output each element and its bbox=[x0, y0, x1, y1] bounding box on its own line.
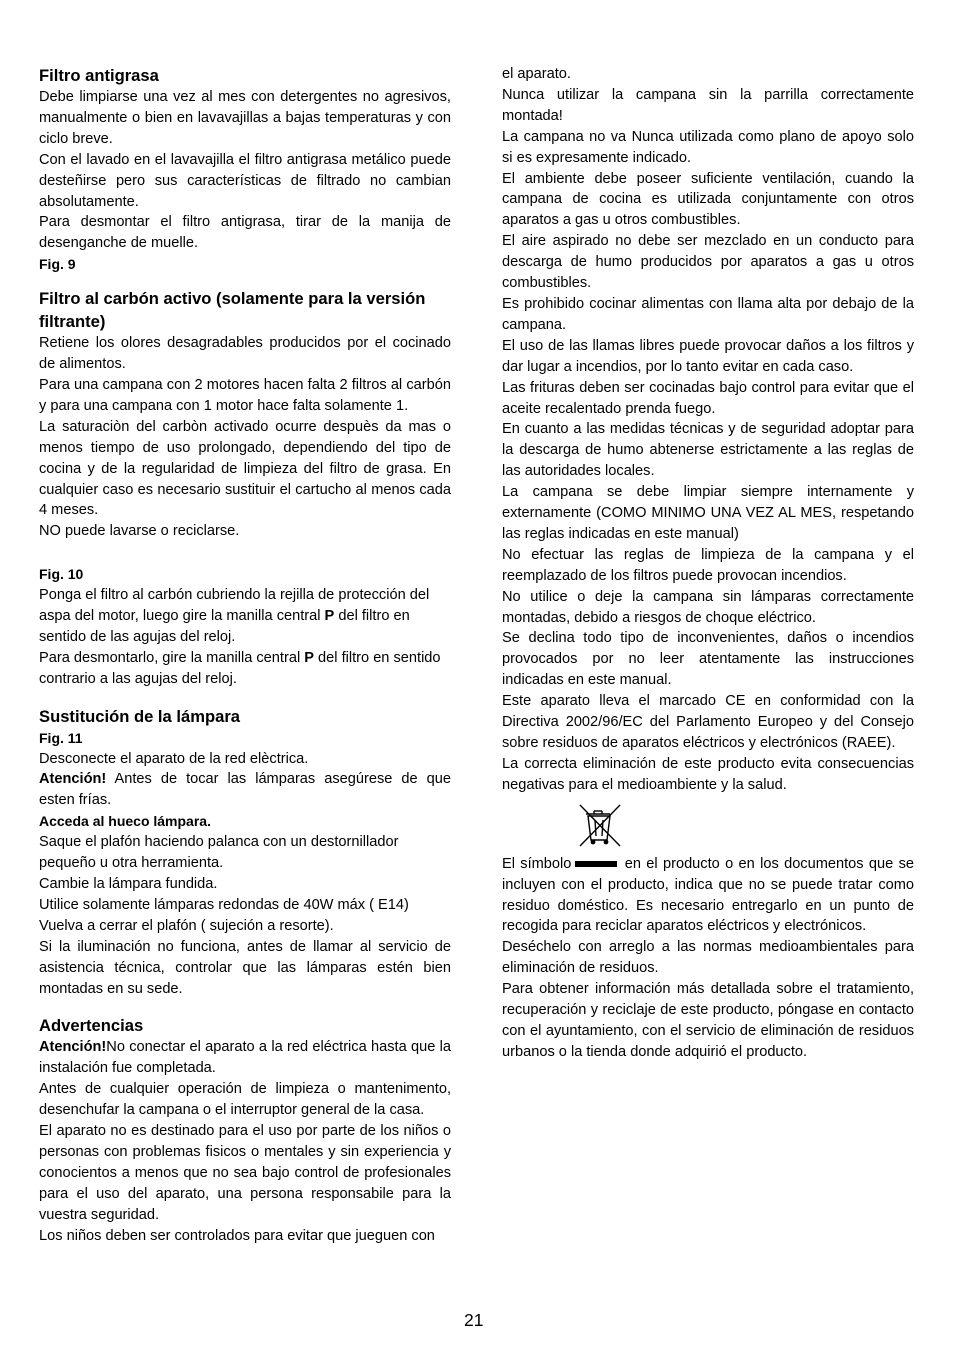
figure-reference: Fig. 10 bbox=[39, 566, 84, 583]
paragraph: No efectuar las reglas de limpieza de la campana y el reemplazado de los filtros puede provocan incendios. bbox=[502, 546, 914, 584]
right-column bbox=[502, 64, 914, 1063]
paragraph: Vuelva a cerrar el plafón ( sujeción a resorte). bbox=[39, 917, 334, 934]
paragraph: Este aparato lleva el marcado CE en conformidad con la Directiva 2002/96/EC del Parlamento Europeo y del Consejo sobre residuos de aparatos eléctricos y electrónicos (RAEE). bbox=[502, 693, 914, 751]
left-column bbox=[39, 64, 451, 1247]
paragraph: el aparato. bbox=[502, 66, 571, 82]
paragraph: Atención!No conectar el aparato a la red eléctrica hasta que la instalación fue completada. bbox=[39, 1039, 451, 1077]
paragraph: Retiene los olores desagradables producidos por el cocinado de alimentos. bbox=[39, 335, 451, 373]
paragraph: Atención! Antes de tocar las lámparas asegúrese de que esten frías. bbox=[39, 771, 451, 809]
paragraph: Utilice solamente lámparas redondas de 40W máx ( E14) bbox=[39, 896, 409, 913]
paragraph: Los niños deben ser controlados para evitar que jueguen con bbox=[39, 1227, 435, 1244]
paragraph: El ambiente debe poseer suficiente ventilación, cuando la campana de cocina es utilizada conjuntamente con otros aparatos a gas u otros combustibles. bbox=[502, 170, 914, 229]
paragraph: Es prohibido cocinar alimentas con llama alta por debajo de la campana. bbox=[502, 295, 914, 333]
paragraph: Para desmontar el filtro antigrasa, tirar de la manija de desenganche de muelle. bbox=[39, 214, 451, 252]
paragraph: Nunca utilizar la campana sin la parrilla correctamente montada! bbox=[502, 86, 914, 124]
paragraph: La saturaciòn del carbòn activado ocurre despuès da mas o menos tiempo de uso prolongado, dependiendo del tipo de cocina y de la regularidad de limpieza del filtro de grasa. En cualquier caso es necesario sustituir el cartucho al menos cada 4 meses. bbox=[39, 418, 451, 519]
figure-reference: Fig. 11 bbox=[39, 729, 83, 746]
paragraph: El aparato no es destinado para el uso por parte de los niños o personas con problemas fisicos o mentales y sin experiencia y conocientos a menos que no sea bajo control de profesionales para el uso del aparato, una persona responsabile para la vuestra seguridad. bbox=[39, 1123, 451, 1223]
paragraph: Para una campana con 2 motores hacen falta 2 filtros al carbón y para una campana con 1 motor hace falta solamente 1. bbox=[39, 376, 451, 414]
paragraph: Se declina todo tipo de inconvenientes, daños o incendios provocados por no leer atentamente las instrucciones indicadas en este manual. bbox=[502, 630, 914, 689]
black-bar-icon bbox=[575, 861, 617, 867]
crossed-out-wheelie-bin-icon bbox=[576, 802, 624, 848]
paragraph: Las frituras deben ser cocinadas bajo control para evitar que el aceite recalentado prenda fuego. bbox=[502, 379, 914, 417]
paragraph: Para obtener información más detallada sobre el tratamiento, recuperación y reciclaje de este producto, póngase en contacto con el ayuntamiento, con el servicio de eliminación de residuos urbanos o la tienda donde adquirió el producto. bbox=[502, 981, 914, 1060]
paragraph: Debe limpiarse una vez al mes con detergentes no agresivos, manualmente o bien en lavavajillas a bajas temperaturas y con ciclo breve. bbox=[39, 89, 451, 147]
section-title-carbon: Filtro al carbón activo (solamente para la versión filtrante) bbox=[39, 289, 426, 332]
paragraph: La campana se debe limpiar siempre internamente y externamente (COMO MINIMO UNA VEZ AL MES, respetando las reglas indicadas en este manual) bbox=[502, 484, 914, 542]
page-number: 21 bbox=[464, 1310, 484, 1330]
paragraph: Para desmontarlo, gire la manilla central P del filtro en sentido contrario a las agujas del reloj. bbox=[39, 649, 441, 687]
paragraph: El aire aspirado no debe ser mezclado en un conducto para descarga de humo producidos por aparatos a gas u otros combustibles. bbox=[502, 233, 914, 292]
paragraph: Desconecte el aparato de la red elèctrica. bbox=[39, 750, 309, 767]
section-title-antigrasa: Filtro antigrasa bbox=[39, 66, 159, 85]
paragraph: Con el lavado en el lavavajilla el filtro antigrasa metálico puede desteñirse pero sus características de filtrado no cambian absolutamente. bbox=[39, 151, 451, 210]
paragraph: El uso de las llamas libres puede provocar daños a los filtros y dar lugar a incendios, por lo tanto evitar en cada caso. bbox=[502, 337, 914, 375]
paragraph: La correcta eliminación de este producto evita consecuencias negativas para el medioambiente y la salud. bbox=[502, 755, 914, 793]
paragraph: En cuanto a las medidas técnicas y de seguridad adoptar para la descarga de humo abtenerse estrictamente a las reglas de las autoridades locales. bbox=[502, 421, 914, 480]
paragraph: Ponga el filtro al carbón cubriendo la rejilla de protección del aspa del motor, luego gire la manilla central P del filtro en sentido de las agujas del reloj. bbox=[39, 587, 430, 645]
section-title-lampara: Sustitución de la lámpara bbox=[39, 706, 241, 726]
figure-reference: Fig. 9 bbox=[39, 256, 76, 273]
paragraph: No utilice o deje la campana sin lámparas correctamente montadas, debido a riesgos de choque eléctrico. bbox=[502, 588, 914, 626]
paragraph: Deséchelo con arreglo a las normas medioambientales para eliminación de residuos. bbox=[502, 939, 914, 977]
paragraph: Cambie la lámpara fundida. bbox=[39, 876, 218, 892]
paragraph: Antes de cualquier operación de limpieza o mantenimento, desenchufar la campana o el interruptor general de la casa. bbox=[39, 1081, 451, 1119]
paragraph: Si la iluminación no funciona, antes de llamar al servicio de asistencia técnica, controlar que las lámparas estén bien montadas en su sede. bbox=[39, 938, 451, 997]
paragraph: Saque el plafón haciendo palanca con un destornillador pequeño u otra herramienta. bbox=[39, 834, 399, 872]
section-title-advertencias: Advertencias bbox=[39, 1016, 144, 1036]
paragraph: NO puede lavarse o reciclarse. bbox=[39, 523, 240, 540]
subheading: Acceda al hueco lámpara. bbox=[39, 813, 211, 830]
paragraph: El símbolo en el producto o en los documentos que se incluyen con el producto, indica que no se puede tratar como residuo doméstico. Es necesario entregarlo en un punto de recogida para reciclar aparatos eléctricos y electrónicos. bbox=[502, 855, 914, 935]
paragraph: La campana no va Nunca utilizada como plano de apoyo solo si es expresamente indicado. bbox=[502, 128, 914, 166]
